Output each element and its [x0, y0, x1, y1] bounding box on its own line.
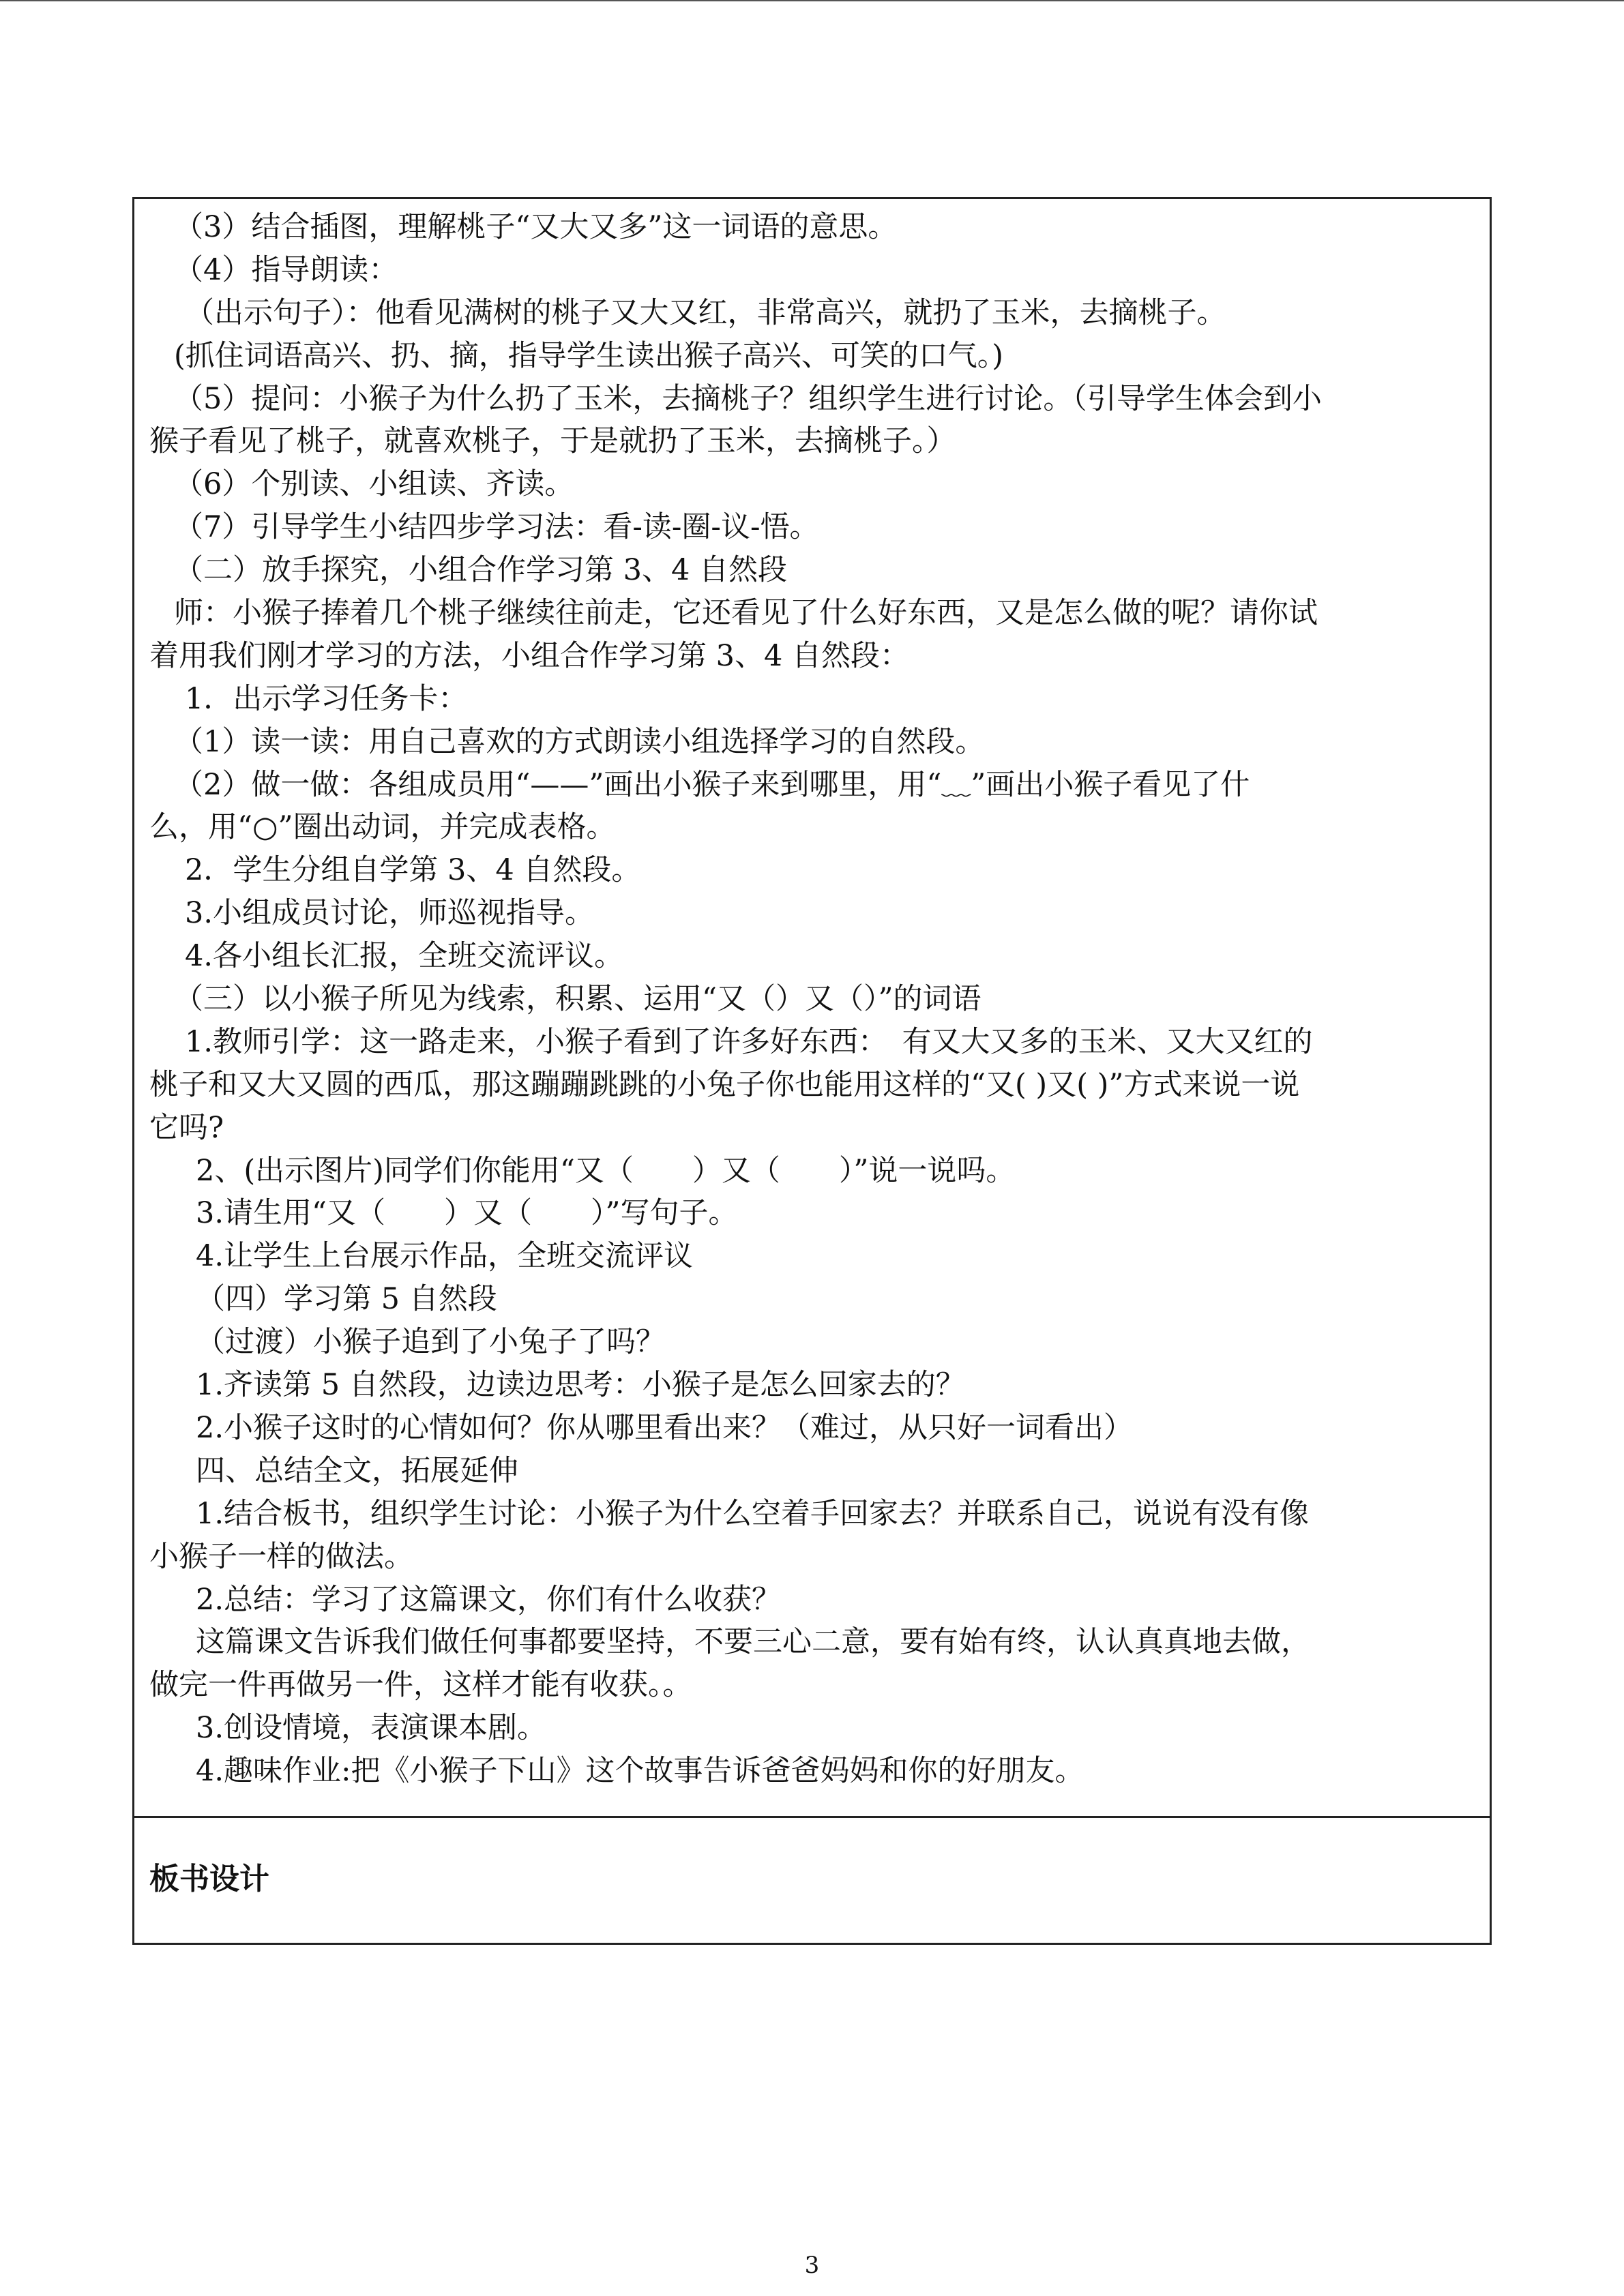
board-design-cell: [134, 1818, 1490, 1943]
text-line: （1）读一读：用自己喜欢的方式朗读小组选择学习的自然段。: [174, 724, 985, 759]
text-line: 3.创设情境，表演课本剧。: [196, 1711, 547, 1746]
text-line: 猴子看见了桃子，就喜欢桃子，于是就扔了玉米，去摘桃子。）: [149, 424, 956, 459]
text-line: 这篇课文告诉我们做任何事都要坚持，不要三心二意，要有始有终，认认真真地去做，: [196, 1625, 1310, 1660]
text-line: 1.教师引学：这一路走来，小猴子看到了许多好东西： 有又大又多的玉米、又大又红的: [185, 1024, 1313, 1059]
text-line: 师：小猴子捧着几个桃子继续往前走，它还看见了什么好东西，又是怎么做的呢？请你试: [174, 596, 1318, 631]
text-line: 四、总结全文，拓展延伸: [196, 1453, 518, 1488]
text-line: （3）结合插图，理解桃子“又大又多”这一词语的意思。: [174, 210, 898, 244]
teaching-process-cell: [134, 199, 1490, 1816]
text-line: 3.请生用“又（ ）又（ ）”写句子。: [196, 1196, 738, 1231]
text-line: 4.趣味作业:把《小猴子下山》这个故事告诉爸爸妈妈和你的好朋友。: [196, 1754, 1084, 1789]
text-line: （出示句子）：他看见满树的桃子又大又红，非常高兴，就扔了玉米，去摘桃子。: [185, 295, 1226, 330]
lesson-plan-table: [132, 197, 1492, 1945]
text-line: 2.总结：学习了这篇课文，你们有什么收获？: [196, 1582, 782, 1617]
text-line: 4.让学生上台展示作品，全班交流评议: [196, 1239, 694, 1274]
text-line: 小猴子一样的做法。: [149, 1539, 413, 1574]
text-line: 1.结合板书，组织学生讨论：小猴子为什么空着手回家去？并联系自己，说说有没有像: [196, 1496, 1310, 1531]
text-line: （2）做一做：各组成员用“——”画出小猴子来到哪里，用“﹏”画出小猴子看见了什: [174, 767, 1250, 802]
page-top-border: [0, 0, 1624, 1]
text-line: 么，用“○”圈出动词，并完成表格。: [149, 810, 616, 845]
teaching-steps-text: [149, 206, 1476, 1793]
text-line: 4.各小组长汇报，全班交流评议。: [185, 939, 624, 974]
text-line: 2.小猴子这时的心情如何？你从哪里看出来？（难过，从只好一词看出）: [196, 1410, 1134, 1445]
text-line: (抓住词语高兴、扔、摘，指导学生读出猴子高兴、可笑的口气。): [174, 338, 1004, 373]
text-line: 桃子和又大又圆的西瓜，那这蹦蹦跳跳的小兔子你也能用这样的“又( )又( )”方式来说一说: [149, 1067, 1300, 1102]
text-line: 1.齐读第 5 自然段，边读边思考：小猴子是怎么回家去的？: [196, 1368, 965, 1403]
text-line: （7）引导学生小结四步学习法：看-读-圈-议-悟。: [174, 510, 819, 545]
text-line: 着用我们刚才学习的方法，小组合作学习第 3、4 自然段：: [149, 638, 910, 673]
page-number: 3: [804, 2252, 820, 2279]
text-line: 1．出示学习任务卡：: [185, 681, 468, 716]
text-line: （4）指导朗读：: [174, 252, 398, 287]
text-line: 它吗?: [149, 1110, 224, 1145]
text-line: 做完一件再做另一件，这样才能有收获。。: [149, 1668, 692, 1703]
text-line: （四）学习第 5 自然段: [196, 1282, 497, 1317]
text-line: （二）放手探究，小组合作学习第 3、4 自然段: [174, 553, 788, 588]
text-line: （6）个别读、小组读、齐读。: [174, 467, 574, 502]
board-design-label: 板书设计: [149, 1862, 269, 1896]
text-line: （三）以小猴子所见为线索，积累、运用“又（）又（）”的词语: [174, 982, 981, 1017]
text-line: （5）提问：小猴子为什么扔了玉米，去摘桃子？组织学生进行讨论。（引导学生体会到小: [174, 381, 1322, 416]
text-line: （过渡）小猴子追到了小兔子了吗？: [196, 1325, 665, 1360]
text-line: 2、(出示图片)同学们你能用“又（ ）又（ ）”说一说吗。: [196, 1153, 1016, 1188]
text-line: 2．学生分组自学第 3、4 自然段。: [185, 853, 641, 888]
text-line: 3.小组成员讨论，师巡视指导。: [185, 896, 595, 931]
